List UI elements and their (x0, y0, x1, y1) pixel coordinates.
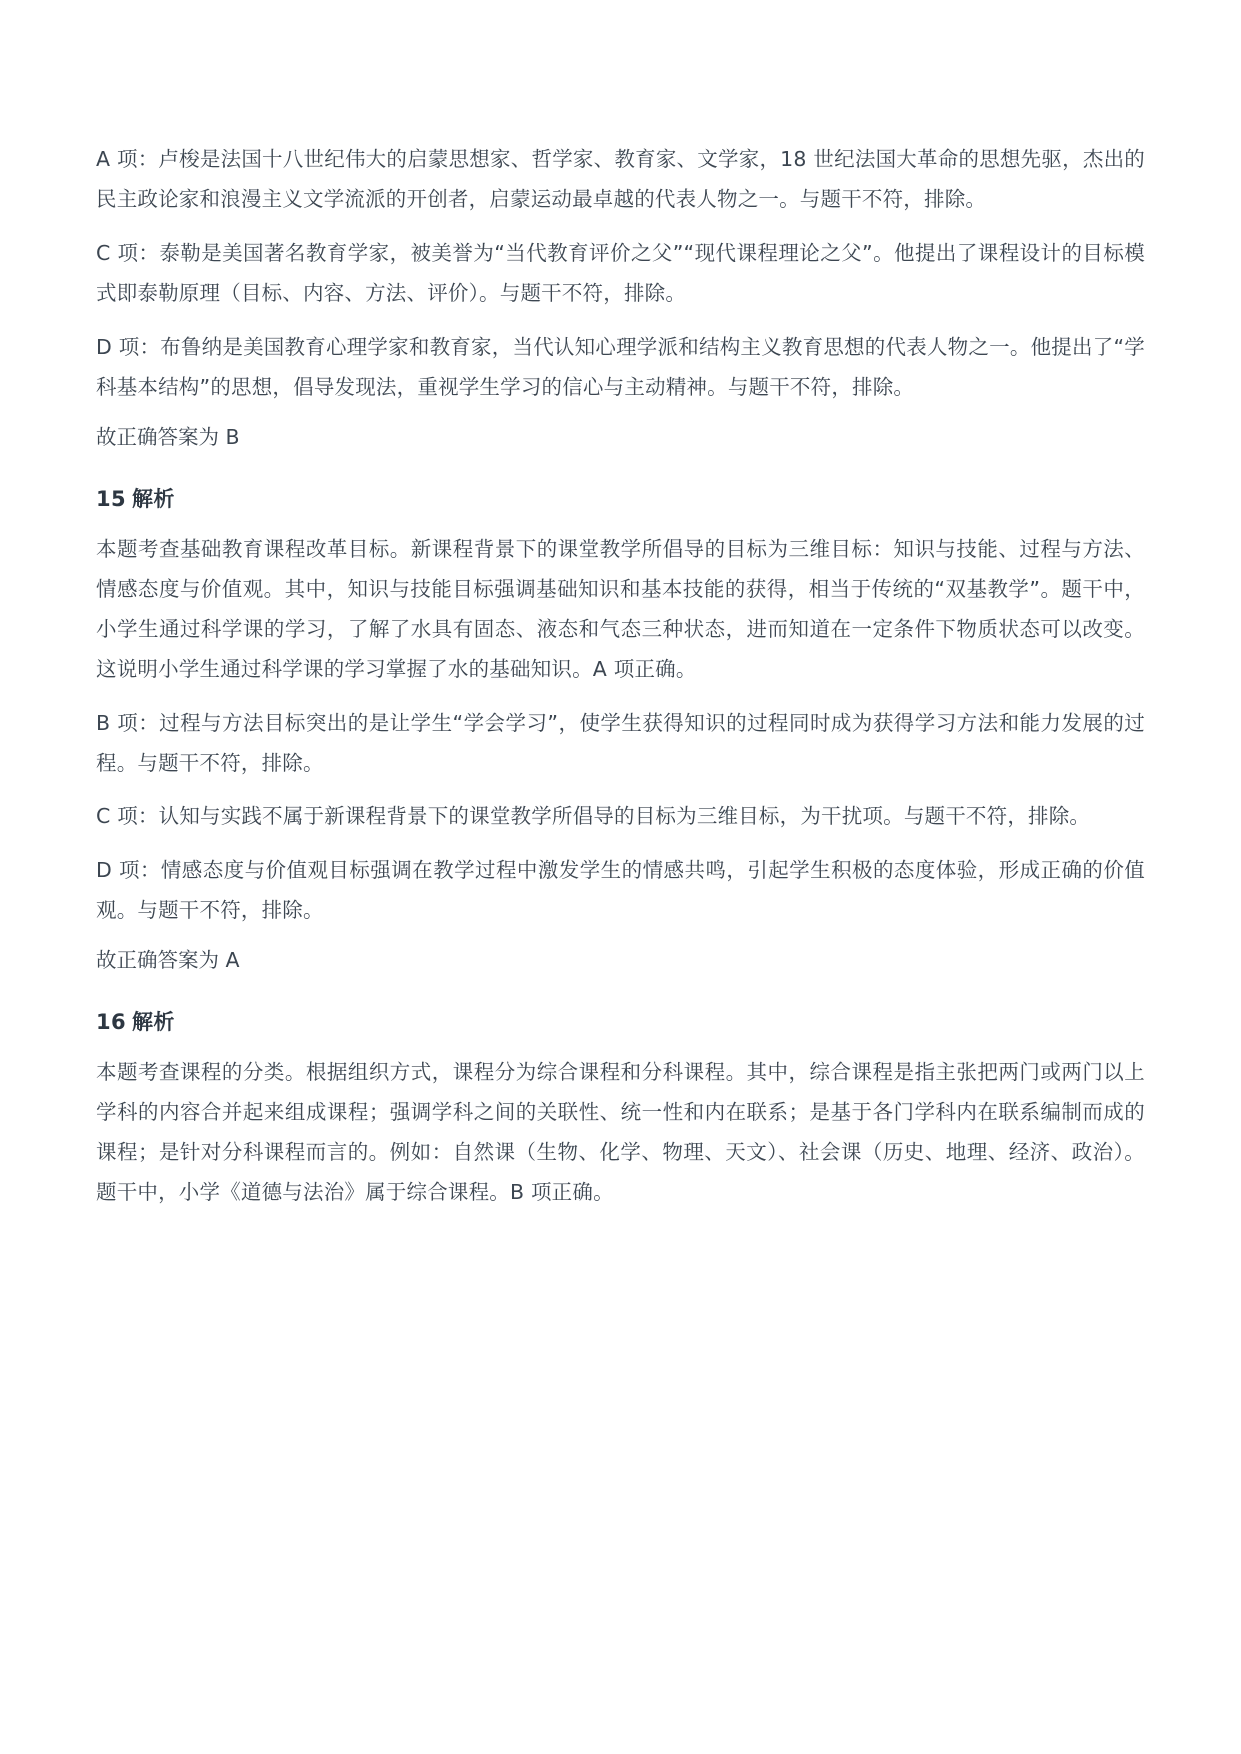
question-15-label: 解析 (132, 486, 175, 511)
question-16-label: 解析 (132, 1010, 175, 1035)
option-a-explanation: A 项：卢梭是法国十八世纪伟大的启蒙思想家、哲学家、教育家、文学家，18 世纪法国大革命的思想先驱，杰出的民主政论家和浪漫主义文学流派的开创者，启蒙运动最卓越的代表人物之一。与题干不符，排除。 (96, 147, 1145, 211)
question-15-option-b: B 项：过程与方法目标突出的是让学生“学会学习”，使学生获得知识的过程同时成为获得学习方法和能力发展的过程。与题干不符，排除。 (96, 710, 1145, 775)
question-15-heading (96, 480, 1145, 520)
question-16-heading (96, 1003, 1145, 1043)
question-16-number: 16 (96, 1010, 127, 1035)
question-16-main-analysis: 本题考查课程的分类。根据组织方式，课程分为综合课程和分科课程。其中，综合课程是指主张把两门或两门以上学科的内容合并起来组成课程；强调学科之间的关联性、统一性和内在联系；是基于各门学科内在联系编制而成的课程；是针对分科课程而言的。例如：自然课（生物、化学、物理、天文）、社会课（历史、地理、经济、政治）。题干中，小学《道德与法治》属于综合课程。B 项正确。 (96, 1060, 1145, 1205)
question-15-option-d: D 项：情感态度与价值观目标强调在教学过程中激发学生的情感共鸣，引起学生积极的态度体验，形成正确的价值观。与题干不符，排除。 (96, 858, 1145, 923)
question-15-number: 15 (96, 486, 127, 511)
question-15-correct-answer: 故正确答案为 A (96, 948, 240, 973)
question-15-option-c: C 项：认知与实践不属于新课程背景下的课堂教学所倡导的目标为三维目标，为干扰项。与题干不符，排除。 (96, 804, 1091, 829)
document-body (96, 140, 1145, 1213)
correct-answer-line: 故正确答案为 B (96, 424, 240, 449)
question-15-main-analysis: 本题考查基础教育课程改革目标。新课程背景下的课堂教学所倡导的目标为三维目标：知识与技能、过程与方法、情感态度与价值观。其中，知识与技能目标强调基础知识和基本技能的获得，相当于传统的“双基教学”。题干中，小学生通过科学课的学习，了解了水具有固态、液态和气态三种状态，进而知道在一定条件下物质状态可以改变。这说明小学生通过科学课的学习掌握了水的基础知识。A 项正确。 (96, 536, 1145, 681)
option-d-explanation: D 项：布鲁纳是美国教育心理学家和教育家，当代认知心理学派和结构主义教育思想的代表人物之一。他提出了“学科基本结构”的思想，倡导发现法，重视学生学习的信心与主动精神。与题干不符，排除。 (96, 334, 1145, 399)
option-c-explanation: C 项：泰勒是美国著名教育学家，被美誉为“当代教育评价之父”“现代课程理论之父”。他提出了课程设计的目标模式即泰勒原理（目标、内容、方法、评价）。与题干不符，排除。 (96, 240, 1145, 305)
